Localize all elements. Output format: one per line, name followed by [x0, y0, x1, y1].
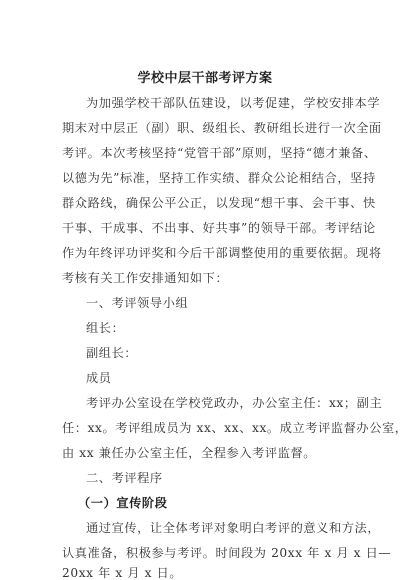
paragraph-line-1: 为加强学校干部队伍建设，以考促建，学校安排本学 — [86, 96, 381, 110]
members-label: 成员 — [86, 371, 112, 385]
publicity-line-3: 20xx 年 x 月 x 日。 — [62, 566, 183, 580]
group-leader-label: 组长： — [86, 321, 125, 335]
paragraph-line-6: 干事、干成事、不出事、好共事”的领导干部。考评结论 — [62, 221, 376, 235]
paragraph-line-2: 期末对中层正（副）职、级组长、教研组长进行一次全面 — [62, 121, 382, 135]
publicity-line-1: 通过宣传，让全体考评对象明白考评的意义和方法， — [86, 521, 381, 535]
section-heading-leadership: 一、考评领导小组 — [86, 296, 189, 310]
paragraph-line-5: 群众路线，确保公平公正，以发现“想干事、会干事、快 — [62, 196, 376, 210]
document-title: 学校中层干部考评方案 — [137, 71, 273, 86]
office-line-3: 由 xx 兼任办公室主任，全程参入考评监督。 — [62, 446, 317, 460]
office-line-1: 考评办公室设在学校党政办，办公室主任：xx；副主 — [86, 396, 383, 410]
paragraph-line-7: 作为年终评功评奖和今后干部调整使用的重要依据。现将 — [62, 246, 382, 260]
section-heading-procedure: 二、考评程序 — [86, 471, 163, 485]
publicity-line-2: 认真准备，积极参与考评。时间段为 20xx 年 x 月 x 日— — [62, 546, 392, 560]
office-line-2: 任：xx。考评组成员为 xx、xx、xx。成立考评监督办公室， — [62, 421, 408, 435]
paragraph-line-3: 考评。本次考核坚持“党管干部”原则，坚持“德才兼备、 — [62, 146, 377, 160]
paragraph-line-4: 以德为先”标准，坚持工作实绩、群众公论相结合，坚持 — [62, 171, 376, 185]
paragraph-line-8: 考核有关工作安排通知如下： — [62, 271, 229, 285]
subsection-heading-publicity: （一）宣传阶段 — [78, 496, 168, 510]
deputy-leader-label: 副组长： — [86, 346, 138, 360]
